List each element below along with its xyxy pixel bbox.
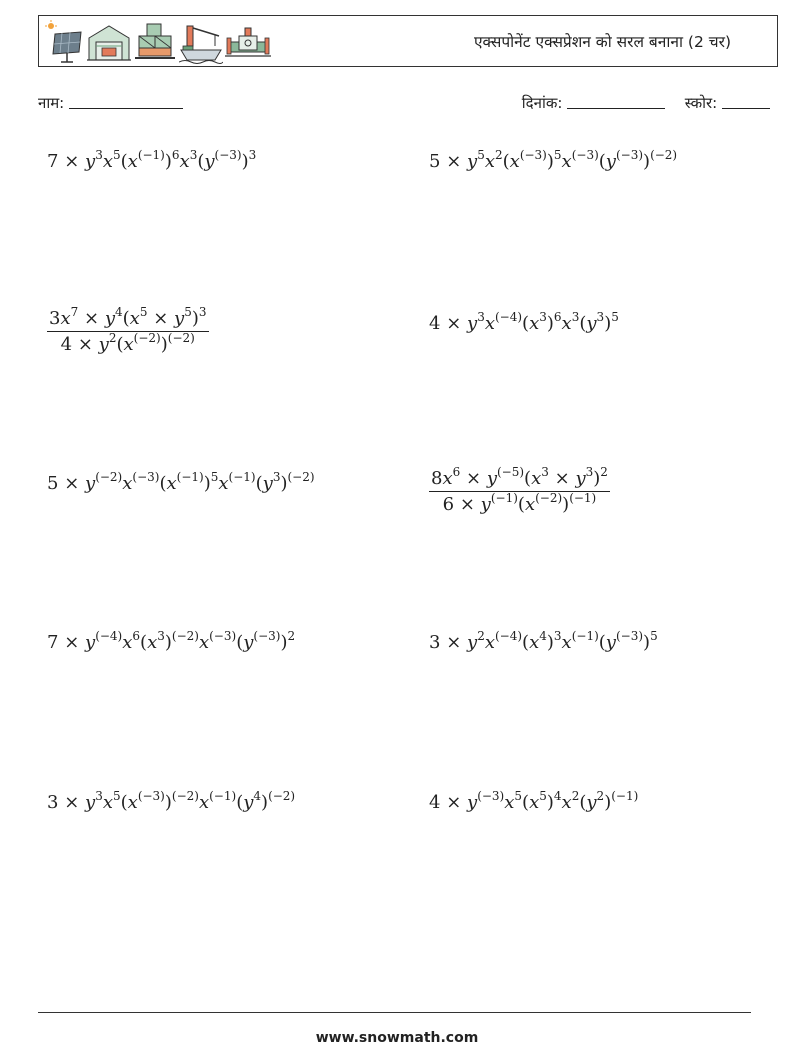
term-f: y: [243, 632, 254, 653]
term-b-e: 2: [494, 148, 503, 162]
term-a: y: [85, 792, 96, 813]
term-f-oe: (−2): [287, 470, 315, 484]
term-e-e: (−1): [571, 629, 599, 643]
pipeline-icon: [225, 20, 271, 64]
warehouse-icon: [87, 20, 131, 64]
problem-6: [429, 465, 610, 515]
term-f-oe: (−2): [650, 148, 678, 162]
term-b: x: [122, 473, 133, 494]
header-icons: [45, 20, 271, 64]
term-op: ×: [446, 632, 462, 653]
term-b-e: 5: [514, 789, 523, 803]
term-f-oe: 3: [248, 148, 257, 162]
term-c: 5: [47, 473, 59, 494]
term-d-ie: (−1): [176, 470, 204, 484]
footer-divider: [38, 1012, 751, 1013]
term-d-oe: 5: [210, 470, 219, 484]
term-a: y: [85, 473, 96, 494]
term-b: x: [484, 313, 495, 334]
term-c: 5: [429, 151, 441, 172]
term-e: x: [561, 151, 572, 172]
term-b-e: 5: [112, 148, 121, 162]
term-e: x: [179, 151, 190, 172]
term-f-oe: 5: [650, 629, 658, 643]
term-b-e: (−4): [494, 629, 523, 643]
term-e-e: (−3): [571, 148, 599, 162]
term-d: x: [127, 151, 138, 172]
term-e: x: [218, 473, 229, 494]
term-d: x: [147, 632, 158, 653]
term-a: y: [467, 151, 478, 172]
problem-7: $7 \times y^{(-4)}x^6(x^3)^{(-2)}x^{(-3)}(y^{(-3)})^2$: [47, 629, 296, 653]
term-e-e: 3: [189, 148, 198, 162]
ship-crane-icon: [179, 20, 223, 64]
term-op: ×: [446, 151, 462, 172]
term-d-ie: 5: [539, 789, 547, 803]
term-f-ie: 3: [272, 470, 281, 484]
problem-9: $3 \times y^3x^5(x^{(-3)})^{(-2)}x^{(-1)}(y^4)^{(-2)}$: [47, 789, 296, 813]
term-a: y: [467, 313, 478, 334]
term-f-oe: (−1): [611, 789, 639, 803]
date-score-fields: [522, 93, 770, 113]
term-e: x: [198, 632, 210, 653]
cargo-crates-icon: [133, 20, 177, 64]
term-op: ×: [64, 151, 80, 172]
term-d-ie: 4: [539, 629, 547, 643]
term-d-ie: (−1): [137, 148, 165, 162]
term-f-ie: 4: [253, 789, 262, 803]
name-label: नाम:: [38, 94, 65, 112]
term-e: x: [561, 632, 572, 653]
term-d-oe: 6: [171, 148, 180, 162]
term-b: x: [102, 792, 113, 813]
problem-8: $3 \times y^2x^{(-4)}(x^4)^3x^{(-1)}(y^{(-3)})^5$: [429, 629, 658, 653]
term-c: 3: [47, 792, 59, 813]
problem-5: $5 \times y^{(-2)}x^{(-3)}(x^{(-1)})^5x^{(-1)}(y^3)^{(-2)}$: [47, 470, 315, 494]
term-a-e: 5: [477, 148, 485, 162]
term-f-oe: (−2): [268, 789, 296, 803]
term-d-oe: 6: [553, 310, 562, 324]
term-e: x: [561, 792, 572, 813]
term-d: x: [166, 473, 177, 494]
worksheet-title: एक्सपोनेंट एक्सप्रेशन को सरल बनाना (2 चर): [473, 33, 731, 51]
term-op: ×: [446, 792, 462, 813]
term-a: y: [85, 632, 96, 653]
problem-3: [47, 305, 209, 355]
term-d-ie: 3: [157, 629, 165, 643]
problem-1: $7 \times y^3x^5(x^{(-1)})^6x^3(y^{(-3)})^3$: [47, 148, 257, 172]
term-f-oe: 5: [611, 310, 619, 324]
term-a-e: (−3): [477, 789, 505, 803]
denominator: $6 \times y^{(-1)}(x^{(-2)})^{(-1)}$: [442, 491, 597, 515]
term-b: x: [484, 151, 495, 172]
worksheet-header: [38, 15, 778, 67]
term-a: y: [467, 792, 478, 813]
term-f-ie: 3: [596, 310, 605, 324]
term-e: x: [198, 792, 210, 813]
term-f-ie: (−3): [214, 148, 242, 162]
term-a-e: 3: [477, 310, 485, 324]
term-a-e: 3: [95, 789, 103, 803]
term-f: y: [605, 151, 616, 172]
term-d: x: [127, 792, 138, 813]
name-blank[interactable]: [69, 94, 183, 109]
term-f: y: [262, 473, 273, 494]
term-d: x: [529, 792, 540, 813]
term-f-ie: 2: [596, 789, 605, 803]
fraction: [47, 305, 209, 355]
term-e-e: (−3): [209, 629, 237, 643]
denominator: $4 \times y^2(x^{(-2)})^{(-2)}$: [60, 331, 195, 355]
term-f: y: [586, 792, 597, 813]
term-f: y: [243, 792, 254, 813]
term-b: x: [122, 632, 133, 653]
solar-panel-icon: [45, 20, 85, 64]
term-b-e: 6: [132, 629, 141, 643]
term-d-ie: (−3): [519, 148, 547, 162]
term-a-e: 3: [95, 148, 103, 162]
term-d-oe: 4: [553, 789, 562, 803]
numerator: $3x^7 \times y^4(x^5 \times y^5)^3$: [47, 310, 209, 332]
term-b-e: (−4): [494, 310, 523, 324]
term-b: x: [484, 632, 495, 653]
term-a-e: 2: [477, 629, 485, 643]
term-a: y: [467, 632, 478, 653]
term-f-oe: 2: [287, 629, 296, 643]
term-e-e: (−1): [228, 470, 256, 484]
term-e-e: (−1): [209, 789, 237, 803]
term-a: y: [85, 151, 96, 172]
term-f: y: [586, 313, 597, 334]
term-b-e: (−3): [132, 470, 160, 484]
term-c: 3: [429, 632, 441, 653]
fraction: [429, 465, 610, 515]
date-label: दिनांक:: [521, 94, 563, 112]
term-e-e: 2: [571, 789, 580, 803]
term-d-ie: 3: [539, 310, 547, 324]
term-op: ×: [64, 632, 80, 653]
term-op: ×: [64, 473, 80, 494]
term-f: y: [204, 151, 215, 172]
term-b-e: 5: [112, 789, 121, 803]
date-blank[interactable]: [567, 94, 665, 109]
term-d-oe: (−2): [171, 789, 199, 803]
term-f: y: [605, 632, 616, 653]
score-label: स्कोर:: [684, 94, 718, 112]
term-d: x: [529, 313, 540, 334]
term-e-e: 3: [571, 310, 580, 324]
term-a-e: (−4): [95, 629, 123, 643]
term-d-ie: (−3): [137, 789, 165, 803]
term-d: x: [529, 632, 540, 653]
term-d-oe: 3: [553, 629, 562, 643]
term-c: 7: [47, 632, 59, 653]
term-op: ×: [446, 313, 462, 334]
problem-10: $4 \times y^{(-3)}x^5(x^5)^4x^2(y^2)^{(-1)}$: [429, 789, 639, 813]
term-d: x: [509, 151, 520, 172]
term-op: ×: [64, 792, 80, 813]
term-b: x: [504, 792, 515, 813]
term-e: x: [561, 313, 572, 334]
problem-4: $4 \times y^3x^{(-4)}(x^3)^6x^3(y^3)^5$: [429, 310, 619, 334]
term-f-ie: (−3): [615, 629, 644, 643]
term-a-e: (−2): [95, 470, 123, 484]
term-f-ie: (−3): [253, 629, 281, 643]
term-d-oe: (−2): [171, 629, 199, 643]
term-c: 4: [429, 792, 441, 813]
footer-url: www.snowmath.com: [315, 1030, 479, 1046]
name-field[interactable]: [38, 93, 183, 113]
term-b: x: [102, 151, 113, 172]
term-f-ie: (−3): [615, 148, 644, 162]
problem-2: $5 \times y^5x^2(x^{(-3)})^5x^{(-3)}(y^{(-3)})^{(-2)}$: [429, 148, 678, 172]
term-c: 7: [47, 151, 59, 172]
term-d-oe: 5: [553, 148, 562, 162]
term-c: 4: [429, 313, 441, 334]
score-blank[interactable]: [722, 94, 770, 109]
numerator: $8x^6 \times y^{(-5)}(x^3 \times y^3)^2$: [429, 470, 610, 492]
